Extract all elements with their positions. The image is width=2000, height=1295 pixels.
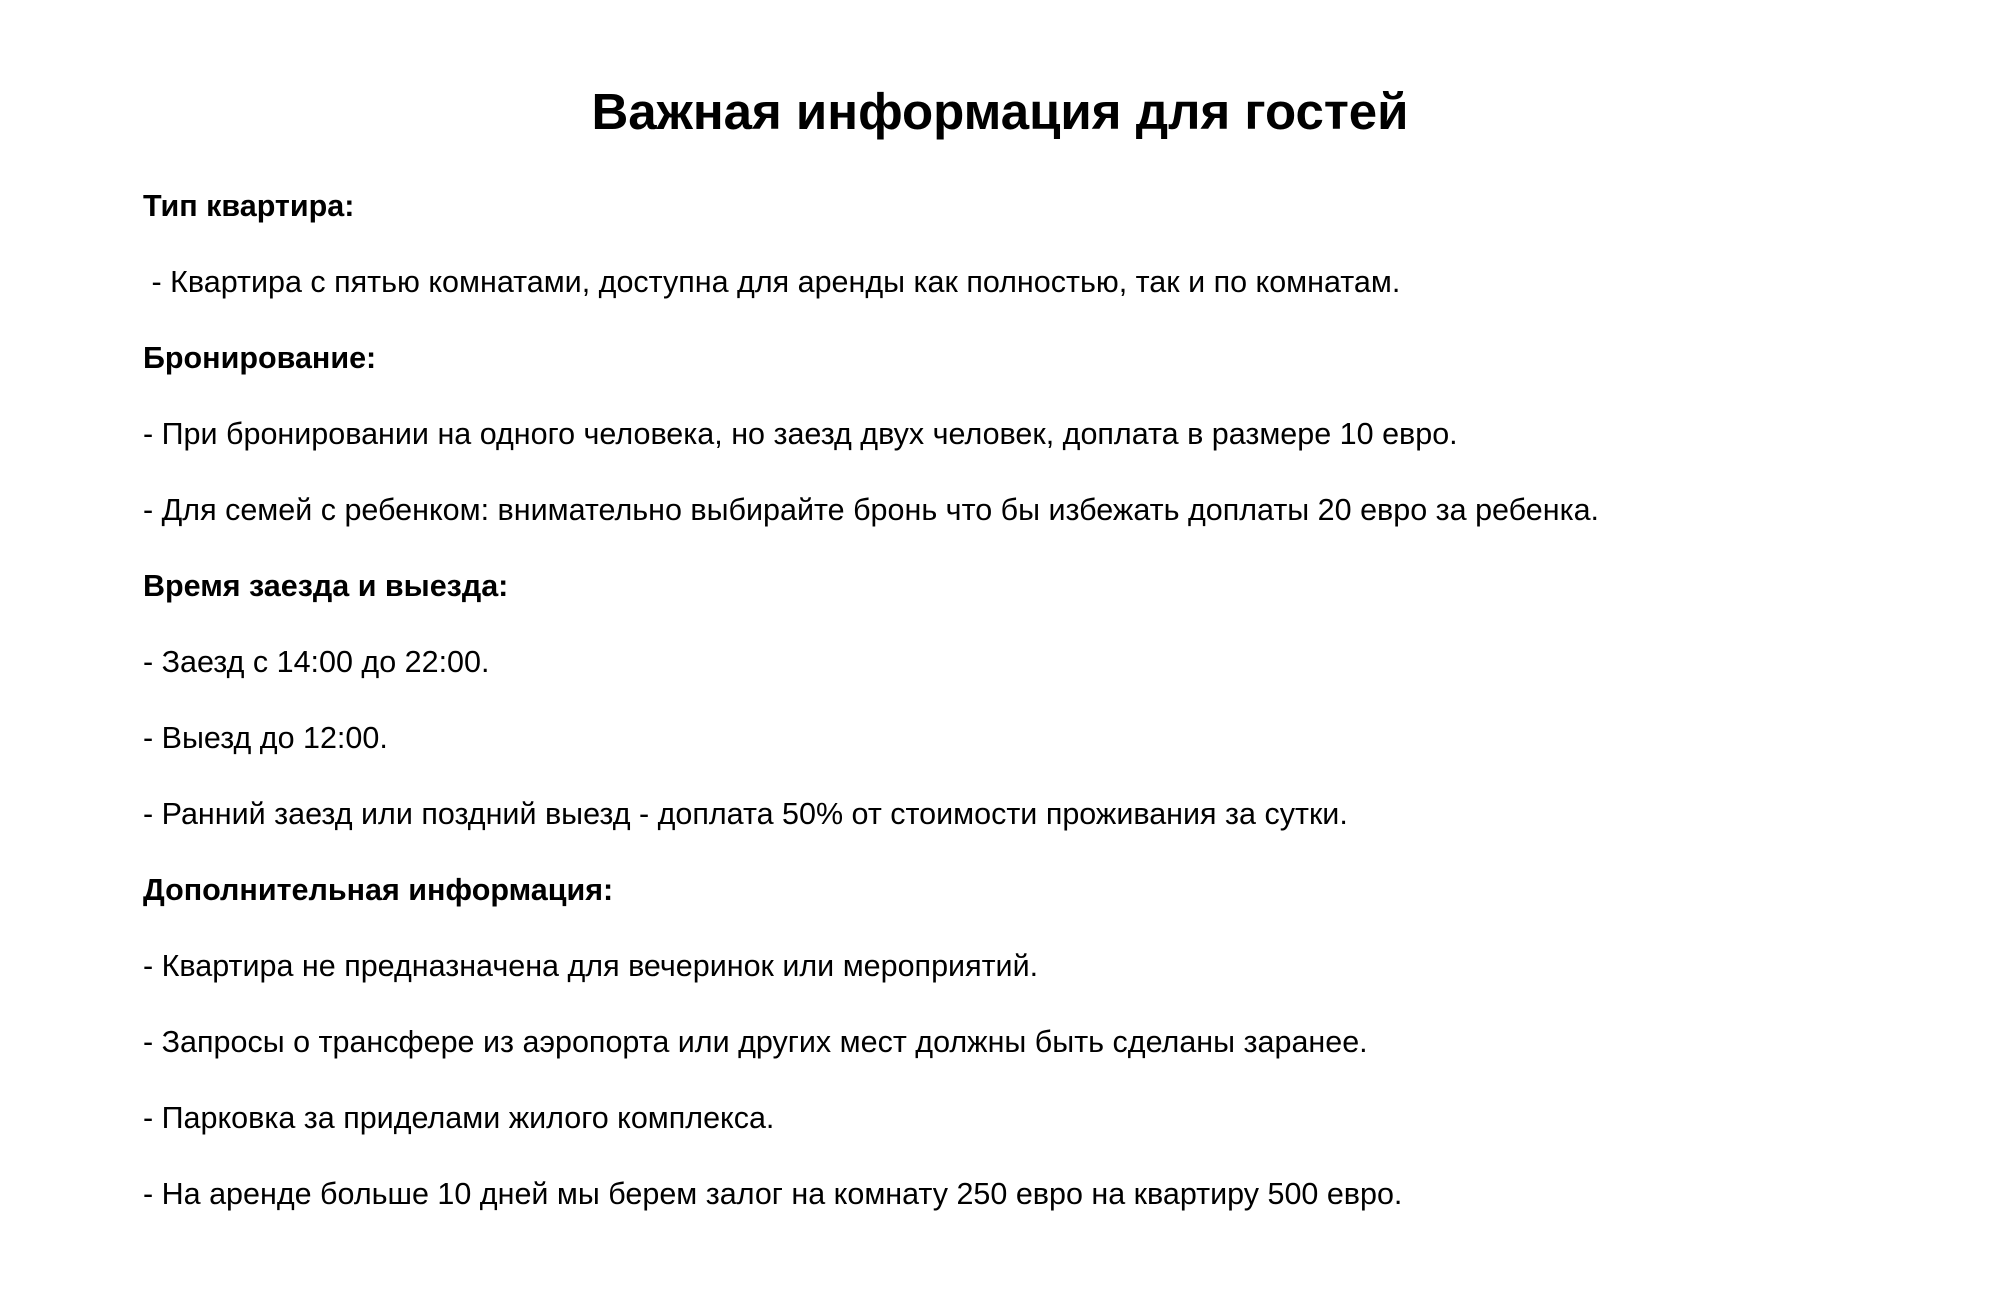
list-item: - При бронировании на одного человека, но заезд двух человек, доплата в размере 10 евро. [143, 417, 1458, 451]
list-item: - Запросы о трансфере из аэропорта или других мест должны быть сделаны заранее. [143, 1025, 1368, 1059]
list-item: - Для семей с ребенком: внимательно выбирайте бронь что бы избежать доплаты 20 евро за ребенка. [143, 493, 1600, 527]
list-item: - Ранний заезд или поздний выезд - доплата 50% от стоимости проживания за сутки. [143, 797, 1348, 831]
page-title: Важная информация для гостей [591, 83, 1409, 140]
list-item: - На аренде больше 10 дней мы берем залог на комнату 250 евро на квартиру 500 евро. [143, 1177, 1403, 1211]
section-heading-booking: Бронирование: [143, 341, 377, 375]
section-heading-apartment-type: Тип квартира: [143, 189, 355, 223]
document-body [143, 176, 1943, 1240]
list-item: - Квартира не предназначена для вечеринок или мероприятий. [143, 949, 1039, 983]
list-item: - Парковка за приделами жилого комплекса. [143, 1101, 775, 1135]
list-item: - Выезд до 12:00. [143, 721, 388, 755]
list-item: - Квартира с пятью комнатами, доступна для аренды как полностью, так и по комнатам. [143, 265, 1401, 299]
list-item: - Заезд с 14:00 до 22:00. [143, 645, 490, 679]
section-heading-additional-info: Дополнительная информация: [143, 873, 614, 907]
section-heading-checkin-checkout: Время заезда и выезда: [143, 569, 509, 603]
